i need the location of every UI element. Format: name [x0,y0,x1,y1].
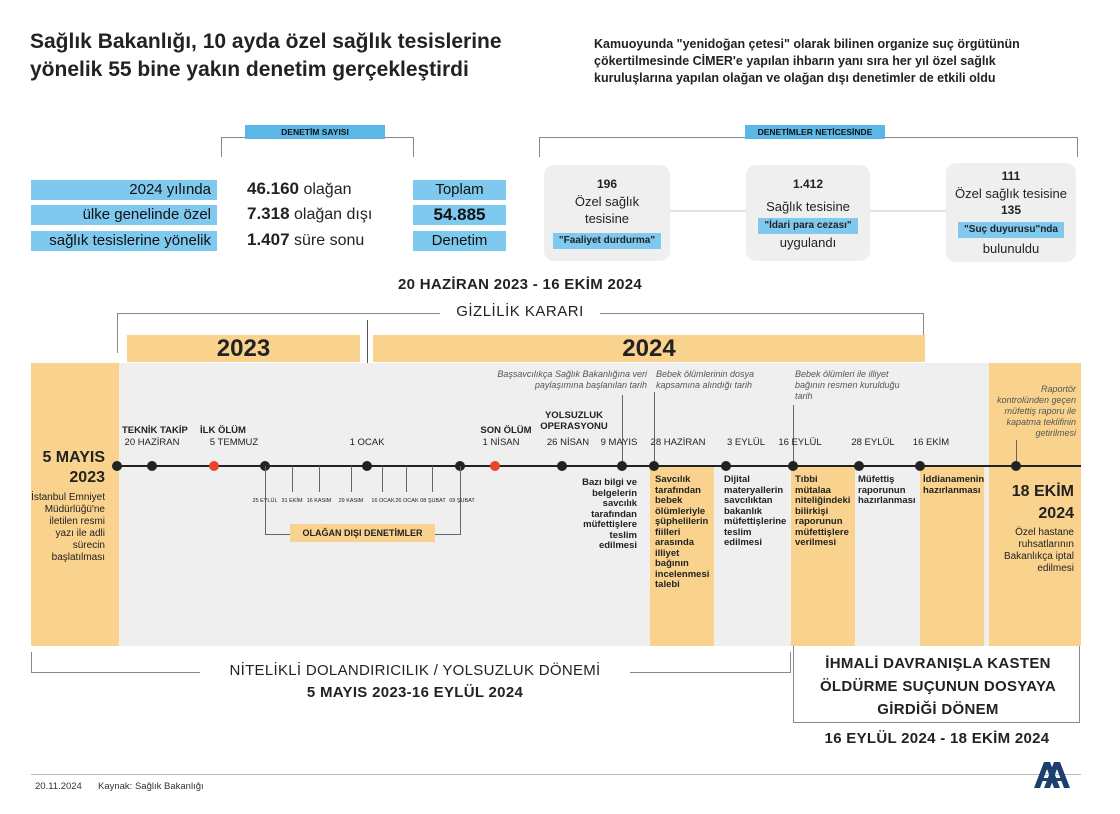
event-date-28-haziran: 28 HAZİRAN [650,437,706,448]
dot-son-olum [490,461,500,471]
tick-29-kasim [351,466,352,492]
note-bebek-dosya: Bebek ölümlerinin dosya kapsamına alındığı tarih [656,369,755,390]
desc-28-haziran: Savcılık tarafından bebek ölümleriyle şüphelilerin fiilleri arasında illiyet bağının incelenmesi talebi [655,474,710,590]
denetim-bracket-left [221,137,222,157]
start-date: 5 MAYIS 2023 [42,449,105,486]
period2-dates: 16 EYLÜL 2024 - 18 EKİM 2024 [824,730,1050,747]
event-date-9-mayis: 9 MAYIS [600,437,638,448]
dot-teknik-takip [147,461,157,471]
desc-3-eylul: Dijital materyallerin savcılıktan bakanlık müfettişlerine teslim edilmesi [724,474,787,548]
note-bakanlik: Başsavcılıkça Sağlık Bakanlığına veri paylaşımına başlanılan tarih [497,369,647,390]
period1-bracket-left [31,652,32,672]
connector-bebek-illiyet [793,405,794,465]
dot-16-ekim [915,461,925,471]
start-desc: İstanbul Emniyet Müdürlüğü'ne iletilen resmi yazı ile adli sürecin başlatılması [31,492,105,563]
results-tag: DENETİMLER NETİCESİNDE [745,125,885,139]
stat-sure-sonu: 1.407 süre sonu [247,230,365,249]
footer-divider [31,774,1081,775]
end-note: Raportör kontrolünden geçen müfettiş raporu ile kapatma teklifinin getirilmesi [996,384,1076,438]
range-title: 20 HAZİRAN 2023 - 16 EKİM 2024 [397,276,643,293]
left-line-1: 2024 yılında [31,180,217,200]
desc-28-eylul: Müfettiş raporunun hazırlanması [858,474,916,506]
stat-olagan-disi: 7.318 olağan dışı [247,204,373,223]
dot-ilk-olum [209,461,219,471]
dot-3-eylul [721,461,731,471]
desc-16-ekim: İddianamenin hazırlanması [923,474,985,496]
desc-9-mayis: Bazı bilgi ve belgelerin savcılık tarafından müfettişlere teslim edilmesi [582,477,637,551]
event-label-ilk-olum: İLK ÖLÜM [200,425,246,436]
dot-end [1011,461,1021,471]
intro-text: Kamuoyunda "yenidoğan çetesi" olarak bilinen organize suç örgütünün çökertilmesinde CİMER'e yapılan ihbarın yanı sıra her yıl özel sağlık kuruluşlarına yapılan olağan ve olağan dışı denetimler de etkili oldu [594,37,1020,85]
event-date-28-eylul: 28 EYLÜL [851,437,895,448]
page-title: Sağlık Bakanlığı, 10 ayda özel sağlık tesislerine yönelik 55 bine yakın denetim gerçekleştirdi [30,30,502,81]
dot-1-ocak [362,461,372,471]
card-idari-ceza: 1.412 Sağlık tesisine "İdari para cezası" uygulandı [746,165,870,261]
event-date-20-haziran: 20 HAZİRAN [124,437,180,448]
tick-08-subat [432,466,433,492]
small-date-16-ocak: 16 OCAK [371,498,395,504]
card-faaliyet: 196 Özel sağlık tesisine "Faaliyet durdurma" [544,165,670,261]
small-date-26-ocak: 26 OCAK [395,498,419,504]
small-date-31-ekim: 31 EKİM [281,498,303,504]
dot-start [112,461,122,471]
left-line-3: sağlık tesislerine yönelik [31,231,217,251]
footer-date: 20.11.2024 [35,781,82,792]
note-bebek-illiyet: Bebek ölümleri ile illiyet bağının resmen kurulduğu tarih [795,369,900,401]
tick-26-ocak [406,466,407,492]
dot-28-eylul [854,461,864,471]
gizlilik-karari: GİZLİLİK KARARI [440,303,600,320]
dot-28-haziran [649,461,659,471]
event-label-yolsuzluk: YOLSUZLUK OPERASYONU [540,410,608,432]
gizlilik-bracket-left [117,313,118,353]
total-value: 54.885 [413,205,506,225]
year-2024: 2024 [373,335,925,362]
dot-9-mayis [617,461,627,471]
connector-bakanlik [622,395,623,465]
event-date-16-eylul: 16 EYLÜL [778,437,822,448]
results-bracket-left [539,137,540,157]
event-label-son-olum: SON ÖLÜM [480,425,532,436]
small-date-16-kasim: 16 KASIM [306,498,332,504]
small-date-09-subat: 09 ŞUBAT [449,498,475,504]
total-bottom: Denetim [413,231,506,251]
footer-source: Kaynak: Sağlık Bakanlığı [98,781,204,792]
event-date-26-nisan: 26 NİSAN [546,437,590,448]
tick-31-ekim [292,466,293,492]
event-date-3-eylul: 3 EYLÜL [726,437,766,448]
tick-16-kasim [319,466,320,492]
aa-logo-icon [1030,758,1072,790]
small-date-08-subat: 08 ŞUBAT [420,498,446,504]
small-date-25-eylul: 25 EYLÜL [252,498,278,504]
event-date-1-nisan: 1 NİSAN [482,437,520,448]
tick-16-ocak [382,466,383,492]
card-suc-duyurusu: 111 Özel sağlık tesisine 135 "Suç duyurusu"nda bulunuldu [946,163,1076,262]
stat-olagan: 46.160 olağan [247,179,352,198]
period1-bracket-right [790,652,791,672]
year-2023: 2023 [127,335,360,362]
period1-dates: 5 MAYIS 2023-16 EYLÜL 2024 [306,684,524,701]
connector-bebek-dosya [654,392,655,465]
results-bracket-right [1077,137,1078,157]
end-date: 18 EKİM 2024 [1011,483,1074,522]
event-date-1-ocak: 1 OCAK [349,437,385,448]
end-desc: Özel hastane ruhsatlarının Bakanlıkça iptal edilmesi [1003,527,1074,574]
desc-16-eylul: Tıbbi mütalaa niteliğindeki bilirkişi raporunun müfettişlere verilmesi [795,474,851,548]
small-date-29-kasim: 29 KASIM [338,498,364,504]
denetim-bracket-right [413,137,414,157]
dot-16-eylul [788,461,798,471]
period1-title: NİTELİKLİ DOLANDIRICILIK / YOLSUZLUK DÖNEMİ [200,662,630,679]
event-date-5-temmuz: 5 TEMMUZ [209,437,259,448]
event-date-16-ekim: 16 EKİM [912,437,950,448]
period2-title: İHMALİ DAVRANIŞLA KASTEN ÖLDÜRME SUÇUNUN DOSYAYA GİRDİĞİ DÖNEM [819,655,1057,718]
left-line-2: ülke genelinde özel [31,205,217,225]
denetim-tag: DENETİM SAYISI [245,125,385,139]
event-label-teknik-takip: TEKNİK TAKİP [122,425,188,436]
olagan-disi-label: OLAĞAN DIŞI DENETİMLER [290,524,435,542]
total-top: Toplam [413,180,506,200]
dot-yolsuzluk [557,461,567,471]
